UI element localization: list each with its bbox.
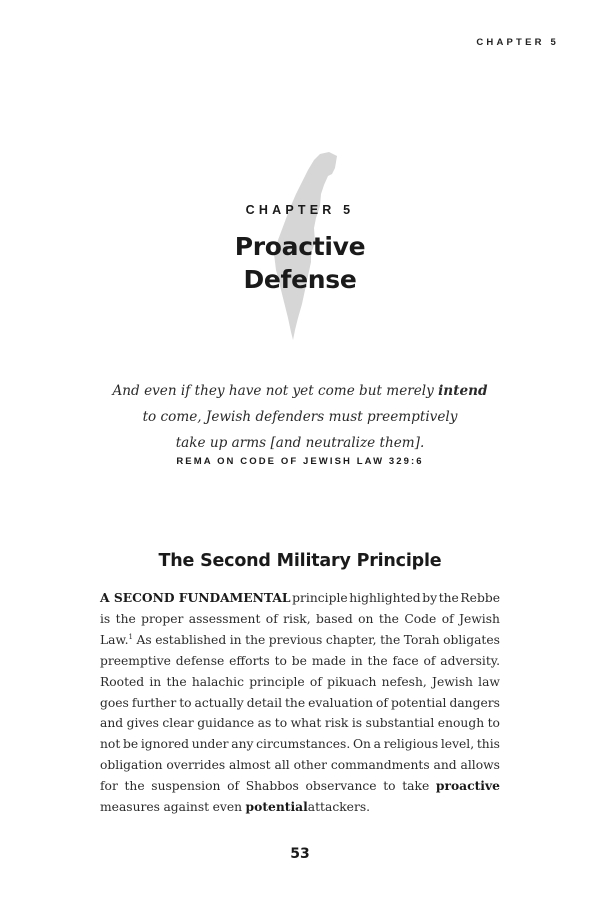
chapter-label: CHAPTER 5 bbox=[245, 203, 355, 217]
body-line: Rooted in the halachic principle of pikuach nefesh, Jewish law bbox=[100, 674, 500, 689]
body-line: A SECOND FUNDAMENTAL principle highlighted by the Rebbe bbox=[100, 590, 500, 605]
body-line-last: measures against even potential attackers. bbox=[100, 797, 500, 818]
body-line: obligation overrides almost all other commandments and allows bbox=[100, 758, 500, 773]
epigraph-attribution: REMA ON CODE OF JEWISH LAW 329:6 bbox=[176, 456, 424, 467]
epigraph bbox=[0, 378, 600, 456]
body-line: Law.$^1$ As established in the previous chapter, the Torah obligates bbox=[100, 632, 500, 647]
body-line: goes further to actually detail the evaluation of potential dangers bbox=[100, 695, 500, 710]
emphasis-proactive: proactive bbox=[435, 778, 500, 794]
chapter-title-line1: Proactive bbox=[234, 232, 366, 261]
body-line: is the proper assessment of risk, based on the Code of Jewish bbox=[100, 611, 500, 626]
footnote-marker[interactable]: 1 bbox=[128, 632, 133, 641]
page-number: 53 bbox=[290, 846, 310, 862]
chapter-title bbox=[0, 230, 600, 296]
body-line: for the suspension of Shabbos observance to take proactive bbox=[100, 776, 500, 797]
body-paragraph bbox=[100, 588, 500, 818]
epigraph-emphasis: intend bbox=[438, 383, 488, 399]
epigraph-line3: take up arms [and neutralize them]. bbox=[175, 435, 425, 451]
running-head: CHAPTER 5 bbox=[476, 37, 559, 48]
body-line: preemptive defense efforts to be made in the face of adversity. bbox=[100, 653, 500, 668]
epigraph-line1: And even if they have not yet come but merely intend bbox=[112, 383, 488, 399]
body-line: and gives clear guidance as to what risk is substantial enough to bbox=[100, 716, 500, 731]
body-line: not be ignored under any circumstances. On a religious level, this bbox=[100, 737, 500, 752]
emphasis-potential: potential bbox=[245, 799, 308, 815]
epigraph-line2: to come, Jewish defenders must preemptively bbox=[142, 409, 458, 425]
chapter-title-line2: Defense bbox=[243, 265, 357, 294]
section-heading: The Second Military Principle bbox=[158, 551, 442, 571]
